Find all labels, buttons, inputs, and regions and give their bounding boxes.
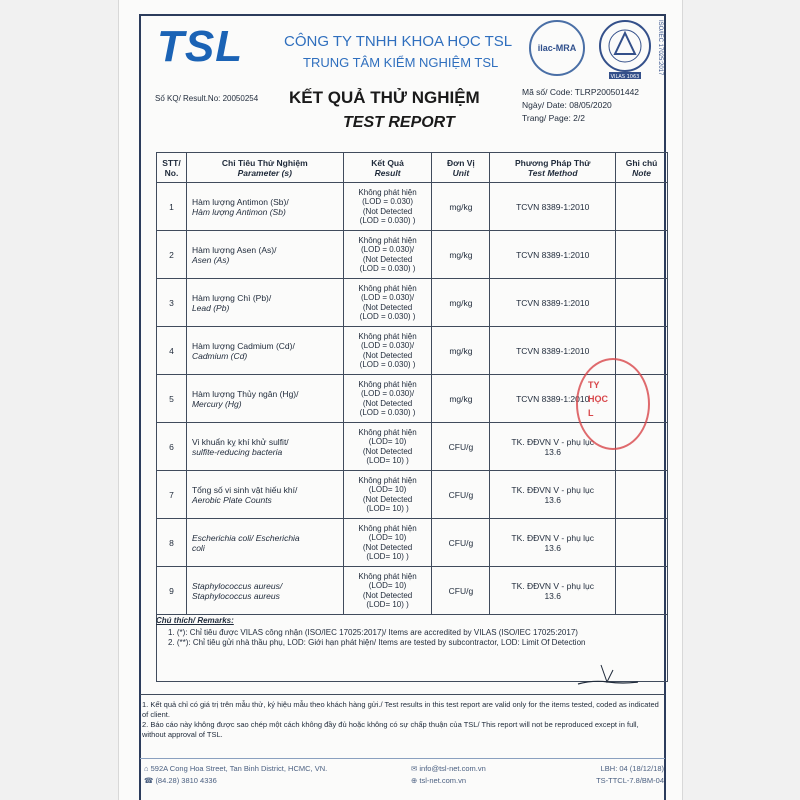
cell-param: Hàm lượng Cadmium (Cd)/ Cadmium (Cd) (186, 327, 343, 375)
cell-res: Không phát hiện (LOD = 0.030)/ (Not Detected (LOD = 0.030) ) (343, 279, 432, 327)
right-margin (682, 0, 800, 800)
cell-stt: 3 (157, 279, 187, 327)
table-row (157, 567, 668, 615)
cell-unit: mg/kg (432, 231, 490, 279)
header-stt: STT/ No. (157, 153, 187, 183)
header-method: Phương Pháp Thử Test Method (490, 153, 616, 183)
cell-stt: 8 (157, 519, 187, 567)
footnote-2: 2. Báo cáo này không được sao chép một cách không đầy đủ hoặc không có sự chấp thuận của TSL/ This report will not be reproduced except in full, without approval of TSL. (142, 720, 639, 739)
remarks-title: Chú thích/ Remarks: (156, 616, 234, 625)
left-margin (0, 0, 118, 800)
ilac-label: ilac-MRA (537, 43, 577, 53)
header-note: Ghi chú Note (616, 153, 668, 183)
tsl-logo: TSL (157, 22, 244, 71)
cell-stt: 9 (157, 567, 187, 615)
cell-method: TCVN 8389-1:2010 (490, 375, 616, 423)
footer-website[interactable]: ⊕ tsl-net.com.vn (411, 776, 467, 785)
cell-stt: 5 (157, 375, 187, 423)
cell-method: TCVN 8389-1:2010 (490, 231, 616, 279)
result-number: Số KQ/ Result.No: 20050254 (155, 94, 259, 103)
cell-res: Không phát hiện (LOD= 10) (Not Detected (LOD= 10) ) (343, 567, 432, 615)
table-row (157, 183, 668, 231)
cell-res: Không phát hiện (LOD = 0.030)/ (Not Detected (LOD = 0.030) ) (343, 327, 432, 375)
report-title-vn: KẾT QUẢ THỬ NGHIỆM (289, 88, 480, 107)
cell-res: Không phát hiện (LOD = 0.030)/ (Not Detected (LOD = 0.030) ) (343, 375, 432, 423)
footer-email[interactable]: ✉ info@tsl-net.com.vn (411, 764, 486, 773)
cell-param: Hàm lượng Antimon (Sb)/ Hàm lượng Antimon (Sb) (186, 183, 343, 231)
footer-divider (140, 758, 665, 759)
footer-lbh: LBH: 04 (18/12/18) (600, 764, 664, 773)
cell-unit: mg/kg (432, 327, 490, 375)
footer-form-code: TS-TTCL-7.8/BM-04 (596, 776, 664, 785)
cell-unit: CFU/g (432, 471, 490, 519)
remark-line-2: 2. (**): Chỉ tiêu gửi nhà thầu phụ, LOD: Giới hạn phát hiện/ Items are tested by subcontractor, LOD: Limit Of Detection (168, 638, 586, 647)
table-row (157, 519, 668, 567)
remarks (156, 616, 668, 648)
cell-note (616, 231, 668, 279)
cell-note (616, 567, 668, 615)
cell-param: Staphylococcus aureus/ Staphylococcus aureus (186, 567, 343, 615)
cell-unit: mg/kg (432, 375, 490, 423)
cell-method: TCVN 8389-1:2010 (490, 279, 616, 327)
cell-note (616, 279, 668, 327)
table-row (157, 471, 668, 519)
cell-unit: mg/kg (432, 279, 490, 327)
cell-method: TK. ĐĐVN V - phụ lục 13.6 (490, 519, 616, 567)
cell-stt: 7 (157, 471, 187, 519)
footer-address: ⌂ 592A Cong Hoa Street, Tan Binh District, HCMC, VN. (144, 764, 328, 773)
cell-method: TK. ĐĐVN V - phụ lục 13.6 (490, 567, 616, 615)
stamp-text: TY HỌC L (588, 380, 608, 418)
company-name: CÔNG TY TNHH KHOA HỌC TSL (284, 33, 513, 50)
header-parameter: Chỉ Tiêu Thử Nghiệm Parameter (s) (186, 153, 343, 183)
cell-method: TK. ĐĐVN V - phụ lục 13.6 (490, 423, 616, 471)
table-row (157, 279, 668, 327)
remark-line-1: 1. (*): Chỉ tiêu được VILAS công nhận (ISO/IEC 17025:2017)/ Items are accredited by VILAS (ISO/IEC 17025:2017) (168, 628, 578, 637)
report-date: Ngày/ Date: 08/05/2020 (522, 100, 612, 110)
cell-param: Hàm lượng Asen (As)/ Asen (As) (186, 231, 343, 279)
report-code: Mã số/ Code: TLRP200501442 (522, 87, 640, 97)
cell-res: Không phát hiện (LOD= 10) (Not Detected (LOD= 10) ) (343, 423, 432, 471)
signature (573, 660, 643, 690)
cell-stt: 4 (157, 327, 187, 375)
table-row (157, 231, 668, 279)
cell-unit: CFU/g (432, 567, 490, 615)
cell-res: Không phát hiện (LOD = 0.030)/ (Not Detected (LOD = 0.030) ) (343, 231, 432, 279)
cell-unit: CFU/g (432, 423, 490, 471)
footnote-divider (140, 694, 665, 695)
cell-method: TCVN 8389-1:2010 (490, 327, 616, 375)
table-header-row (157, 153, 668, 183)
footnote-1: 1. Kết quả chỉ có giá trị trên mẫu thử, ký hiệu mẫu theo khách hàng gửi./ Test results in this test report are valid only for the items tested, coded as indicated of client. (142, 700, 659, 719)
footer-phone: ☎ (84.28) 3810 4336 (144, 776, 217, 785)
cell-stt: 2 (157, 231, 187, 279)
cell-note (616, 183, 668, 231)
cell-method: TK. ĐĐVN V - phụ lục 13.6 (490, 471, 616, 519)
cell-note (616, 519, 668, 567)
vilas-label: VILAS 1063 (610, 74, 640, 80)
center-name: TRUNG TÂM KIỂM NGHIỆM TSL (303, 55, 499, 70)
cell-param: Tổng số vi sinh vật hiếu khí/ Aerobic Plate Counts (186, 471, 343, 519)
cell-unit: mg/kg (432, 183, 490, 231)
cell-note (616, 471, 668, 519)
header-unit: Đơn Vị Unit (432, 153, 490, 183)
cell-stt: 6 (157, 423, 187, 471)
cell-param: Hàm lượng Chì (Pb)/ Lead (Pb) (186, 279, 343, 327)
cell-method: TCVN 8389-1:2010 (490, 183, 616, 231)
cell-res: Không phát hiện (LOD = 0.030) (Not Detected (LOD = 0.030) ) (343, 183, 432, 231)
cell-param: Hàm lượng Thủy ngân (Hg)/ Mercury (Hg) (186, 375, 343, 423)
iso-label: ISO/IEC 17025:2017 (657, 20, 663, 76)
report-title-en: TEST REPORT (343, 114, 455, 131)
cell-stt: 1 (157, 183, 187, 231)
cell-param: Vi khuẩn kỵ khí khử sulfit/ sulfite-reducing bacteria (186, 423, 343, 471)
cell-param: Escherichia coli/ Escherichia coli (186, 519, 343, 567)
cell-unit: CFU/g (432, 519, 490, 567)
footnotes (142, 700, 662, 740)
cell-res: Không phát hiện (LOD= 10) (Not Detected (LOD= 10) ) (343, 471, 432, 519)
cell-res: Không phát hiện (LOD= 10) (Not Detected (LOD= 10) ) (343, 519, 432, 567)
report-page: Trang/ Page: 2/2 (522, 113, 586, 123)
header-result: Kết Quả Result (343, 153, 432, 183)
